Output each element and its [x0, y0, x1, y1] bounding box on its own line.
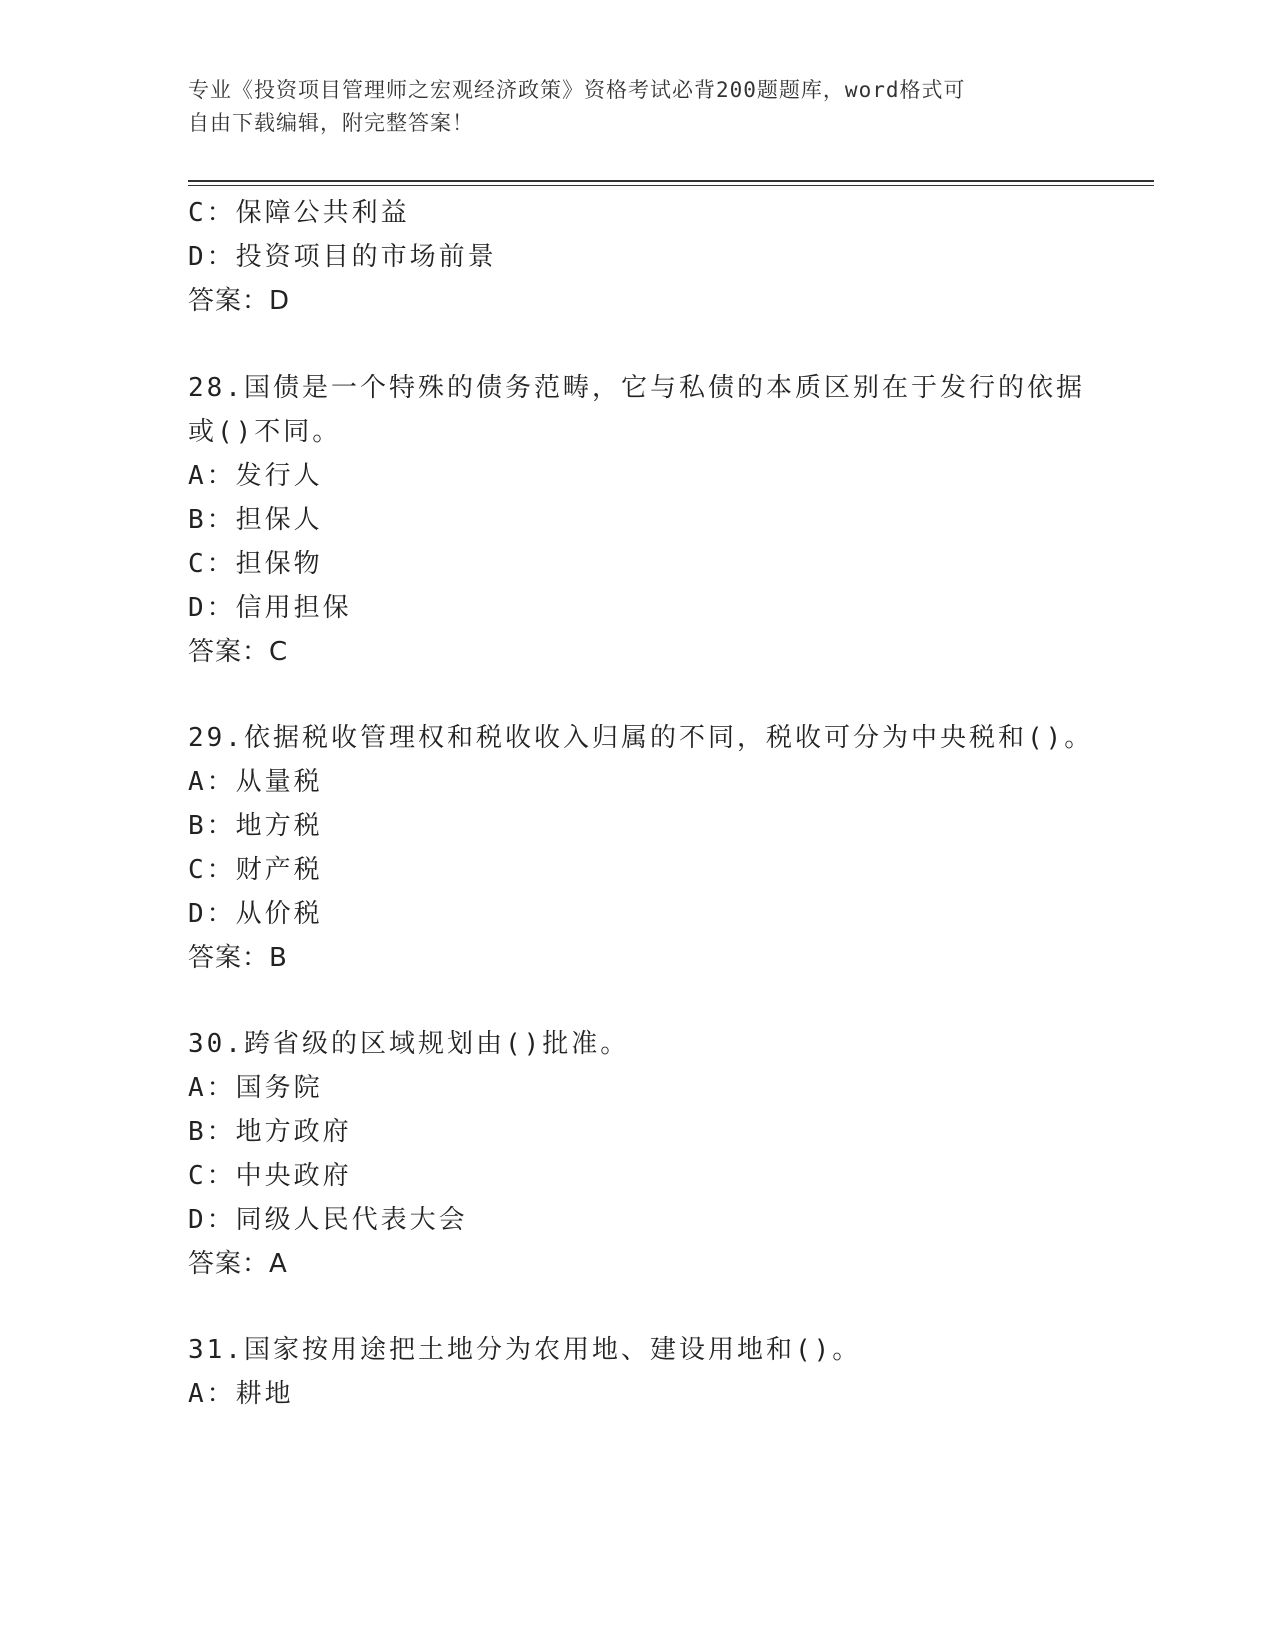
- header-divider-thick: [188, 180, 1154, 182]
- answer: 答案：A: [188, 1249, 288, 1279]
- question-stem: 29.依据税收管理权和税收收入归属的不同，税收可分为中央税和()。: [188, 723, 1094, 753]
- question-stem: 31.国家按用途把土地分为农用地、建设用地和()。: [188, 1335, 862, 1365]
- option-d: D：信用担保: [188, 593, 352, 623]
- option-b: B：地方政府: [188, 1117, 352, 1147]
- option-c: C：中央政府: [188, 1161, 352, 1191]
- answer: 答案：B: [188, 943, 288, 973]
- answer: 答案：C: [188, 637, 289, 667]
- question-stem: 30.跨省级的区域规划由()批准。: [188, 1029, 630, 1059]
- header-line-1: 专业《投资项目管理师之宏观经济政策》资格考试必背200题题库，word格式可: [188, 78, 966, 102]
- answer: 答案：D: [188, 286, 291, 316]
- option-c: C：担保物: [188, 549, 323, 579]
- option-b: B：担保人: [188, 505, 323, 535]
- option-c: C：财产税: [188, 855, 323, 885]
- option-b: B：地方税: [188, 811, 323, 841]
- option-a: A：从量税: [188, 767, 323, 797]
- option-d: D：投资项目的市场前景: [188, 242, 497, 272]
- option-d: D：同级人民代表大会: [188, 1205, 468, 1235]
- question-stem-continued: 或()不同。: [188, 417, 342, 447]
- document-header: [188, 74, 1088, 140]
- option-c: C：保障公共利益: [188, 198, 410, 228]
- header-divider-thin: [188, 185, 1154, 186]
- option-a: A：国务院: [188, 1073, 323, 1103]
- option-a: A：发行人: [188, 461, 323, 491]
- question-stem: 28.国债是一个特殊的债务范畴，它与私债的本质区别在于发行的依据: [188, 373, 1085, 403]
- option-a: A：耕地: [188, 1379, 294, 1409]
- header-line-2: 自由下载编辑，附完整答案！: [188, 111, 474, 135]
- option-d: D：从价税: [188, 899, 323, 929]
